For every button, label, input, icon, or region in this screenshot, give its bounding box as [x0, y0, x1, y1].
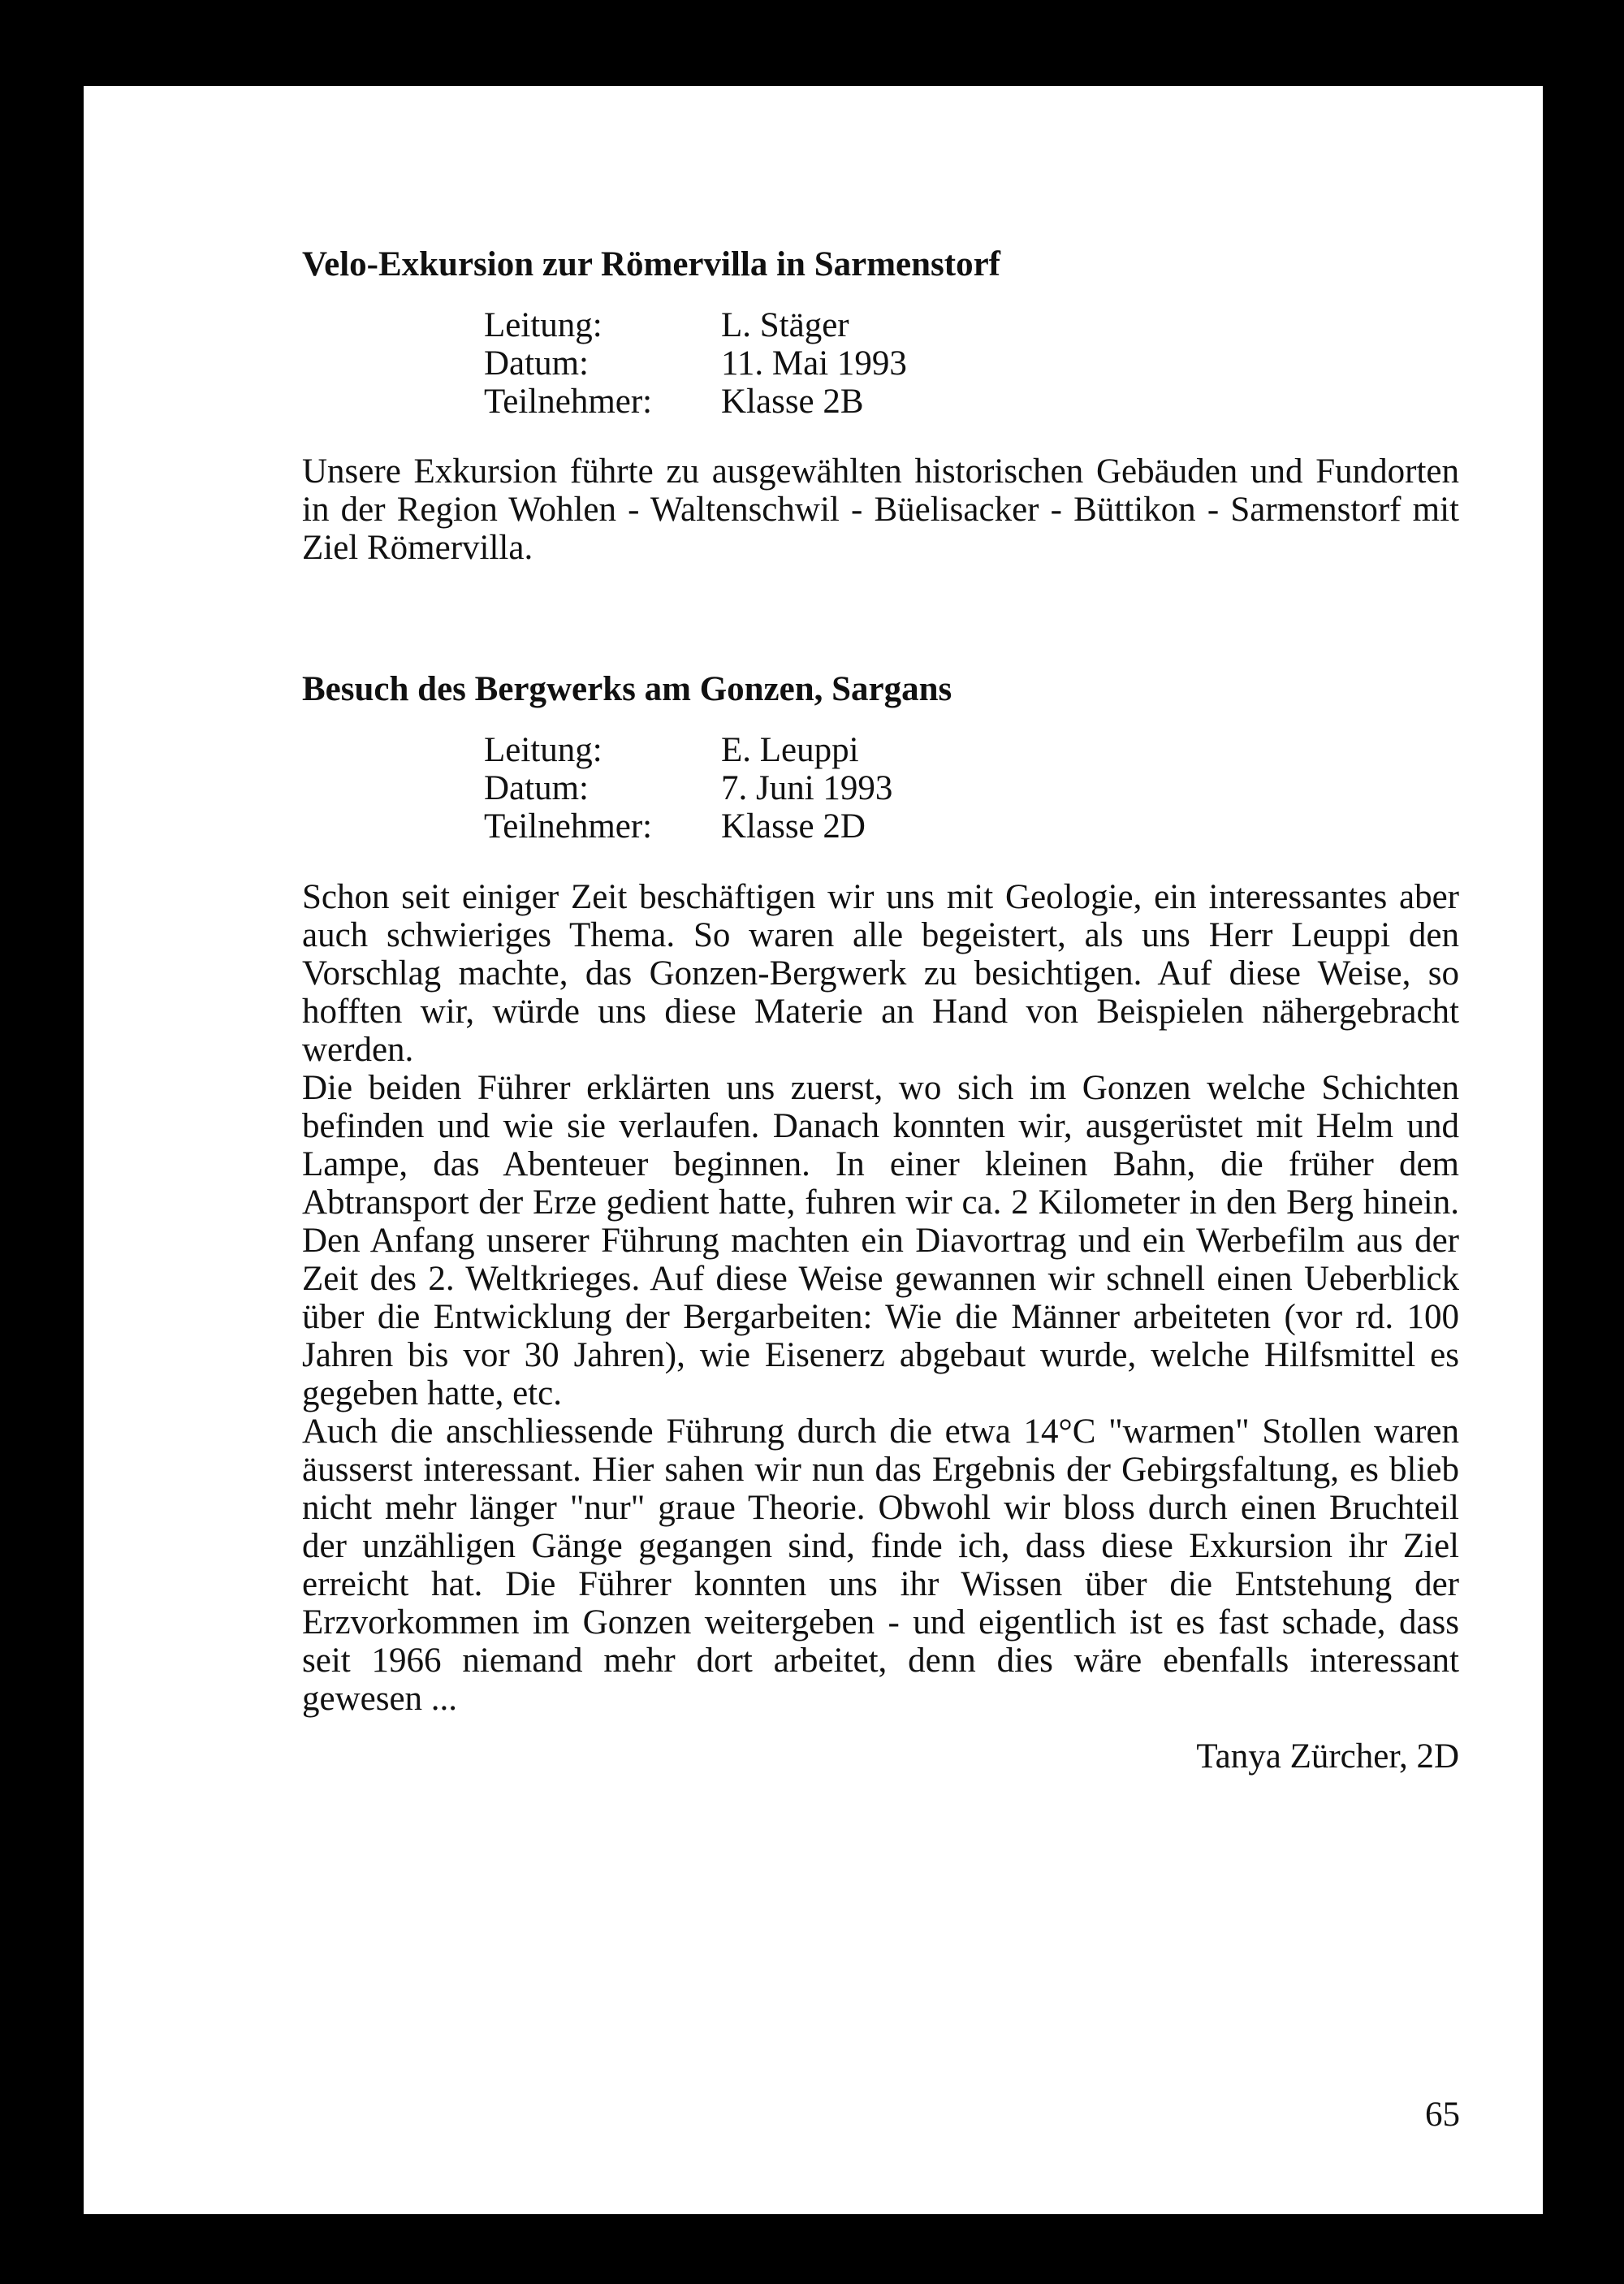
leitung-row	[484, 731, 1459, 769]
datum-value: 7. Juni 1993	[721, 769, 893, 807]
section-title: Besuch des Bergwerks am Gonzen, Sargans	[302, 670, 952, 708]
teilnehmer-row	[484, 383, 1459, 421]
datum-value: 11. Mai 1993	[721, 344, 907, 383]
leitung-row	[484, 306, 1459, 344]
leitung-label: Leitung:	[484, 731, 603, 769]
excursion-details	[484, 306, 1459, 421]
teilnehmer-value: Klasse 2D	[721, 807, 866, 846]
article-body	[302, 878, 1459, 1718]
datum-label: Datum:	[484, 344, 589, 383]
excursion-details	[484, 731, 1459, 846]
teilnehmer-row	[484, 807, 1459, 846]
datum-label: Datum:	[484, 769, 589, 807]
section-paragraph: Unsere Exkursion führte zu ausgewählten historischen Gebäuden und Fundorten in der Region Wohlen - Waltenschwil - Büelisacker - Büttikon - Sarmenstorf mit Ziel Römervilla.	[302, 452, 1459, 567]
datum-row	[484, 769, 1459, 807]
article-paragraph: Die beiden Führer erklärten uns zuerst, wo sich im Gonzen welche Schichten befinden und wie sie verlaufen. Danach konnten wir, ausgerüstet mit Helm und Lampe, das Abenteuer beginnen. In einer kleinen Bahn, die früher dem Abtransport der Erze gedient hatte, fuhren wir ca. 2 Kilometer in den Berg hinein. Den Anfang unserer Führung machten ein Diavortrag und ein Werbefilm aus der Zeit des 2. Weltkrieges. Auf diese Weise gewannen wir schnell einen Ueberblick über die Entwicklung der Bergarbeiten: Wie die Männer arbeiteten (vor rd. 100 Jahren bis vor 30 Jahren), wie Eisenerz abgebaut wurde, welche Hilfsmittel es gegeben hatte, etc.	[302, 1069, 1459, 1412]
leitung-label: Leitung:	[484, 306, 603, 344]
article-paragraph: Auch die anschliessende Führung durch die etwa 14°C "warmen" Stollen waren äusserst interessant. Hier sahen wir nun das Ergebnis der Gebirgsfaltung, es blieb nicht mehr länger "nur" graue Theorie. Obwohl wir bloss durch einen Bruchteil der unzähligen Gänge gegangen sind, finde ich, dass diese Exkursion ihr Ziel erreicht hat. Die Führer konnten uns ihr Wissen über die Entstehung der Erzvorkommen im Gonzen weitergeben - und eigentlich ist es fast schade, dass seit 1966 niemand mehr dort arbeitet, denn dies wäre ebenfalls interessant gewesen ...	[302, 1412, 1459, 1718]
teilnehmer-value: Klasse 2B	[721, 383, 864, 421]
leitung-value: E. Leuppi	[721, 731, 859, 769]
teilnehmer-label: Teilnehmer:	[484, 383, 653, 421]
section-velo-excursion	[302, 244, 1459, 567]
section-gonzen-mine	[302, 669, 1459, 1776]
teilnehmer-label: Teilnehmer:	[484, 807, 653, 846]
document-page	[84, 86, 1543, 2214]
author-signature: Tanya Zürcher, 2D	[1196, 1737, 1459, 1776]
article-paragraph: Schon seit einiger Zeit beschäftigen wir uns mit Geologie, ein interessantes aber auch schwieriges Thema. So waren alle begeistert, als uns Herr Leuppi den Vorschlag machte, das Gonzen-Bergwerk zu besichtigen. Auf diese Weise, so hofften wir, würde uns diese Materie an Hand von Beispielen nähergebracht werden.	[302, 878, 1459, 1069]
page-number: 65	[1425, 2096, 1460, 2134]
page-content	[302, 244, 1459, 1776]
leitung-value: L. Stäger	[721, 306, 849, 344]
section-title: Velo-Exkursion zur Römervilla in Sarmenstorf	[302, 245, 1000, 283]
datum-row	[484, 344, 1459, 383]
